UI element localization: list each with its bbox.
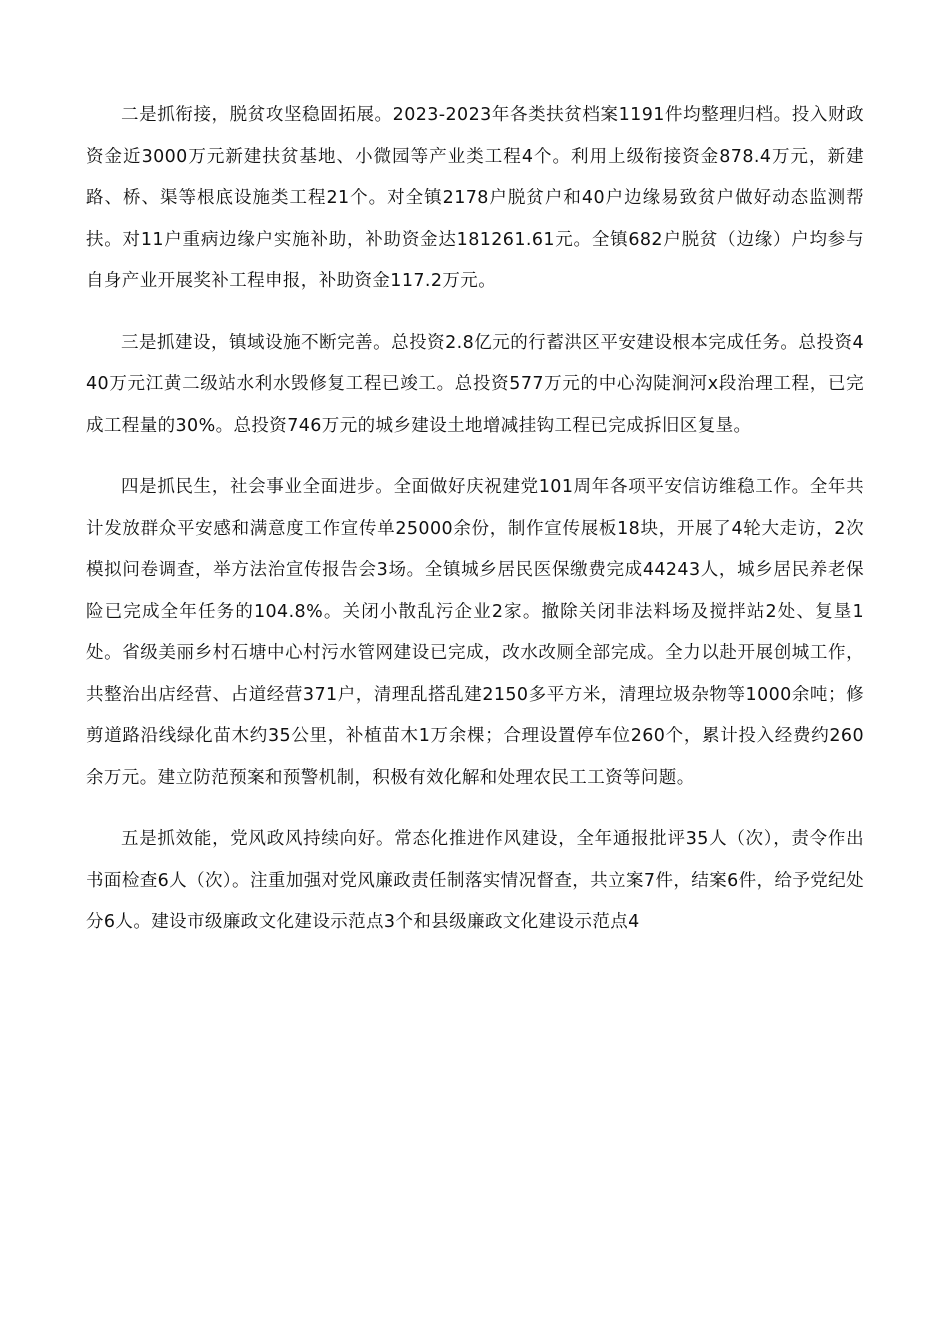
paragraph-town-construction: 三是抓建设，镇域设施不断完善。总投资2.8亿元的行蓄洪区平安建设根本完成任务。总投资440万元江黄二级站水利水毁修复工程已竣工。总投资577万元的中心沟陡涧河x段治理工程，已完成工程量的30%。总投资746万元的城乡建设土地增减挂钩工程已完成拆旧区复垦。	[86, 332, 864, 436]
paragraph-efficiency: 五是抓效能，党风政风持续向好。常态化推进作风建设，全年通报批评35人（次），责令作出书面检查6人（次）。注重加强对党风廉政责任制落实情况督查，共立案7件，结案6件，给予党纪处分6人。建设市级廉政文化建设示范点3个和县级廉政文化建设示范点4	[86, 829, 864, 932]
paragraph-livelihood: 四是抓民生，社会事业全面进步。全面做好庆祝建党101周年各项平安信访维稳工作。全年共计发放群众平安感和满意度工作宣传单25000余份，制作宣传展板18块，开展了4轮大走访，2次模拟问卷调查，举方法治宣传报告会3场。全镇城乡居民医保缴费完成44243人，城乡居民养老保险已完成全年任务的104.8%。关闭小散乱污企业2家。撤除关闭非法料场及搅拌站2处、复垦1处。省级美丽乡村石塘中心村污水管网建设已完成，改水改厕全部完成。全力以赴开展创城工作，共整治出店经营、占道经营371户，清理乱搭乱建2150多平方米，清理垃圾杂物等1000余吨；修剪道路沿线绿化苗木约35公里，补植苗木1万余棵；合理设置停车位260个，累计投入经费约260余万元。建立防范预案和预警机制，积极有效化解和处理农民工工资等问题。	[86, 477, 864, 788]
paragraph-poverty-alleviation: 二是抓衔接，脱贫攻坚稳固拓展。2023-2023年各类扶贫档案1191件均整理归档。投入财政资金近3000万元新建扶贫基地、小微园等产业类工程4个。利用上级衔接资金878.4万元，新建路、桥、渠等根底设施类工程21个。对全镇2178户脱贫户和40户边缘易致贫户做好动态监测帮扶。对11户重病边缘户实施补助，补助资金达181261.61元。全镇682户脱贫（边缘）户均参与自身产业开展奖补工程申报，补助资金117.2万元。	[86, 105, 864, 291]
document-body	[86, 95, 864, 944]
